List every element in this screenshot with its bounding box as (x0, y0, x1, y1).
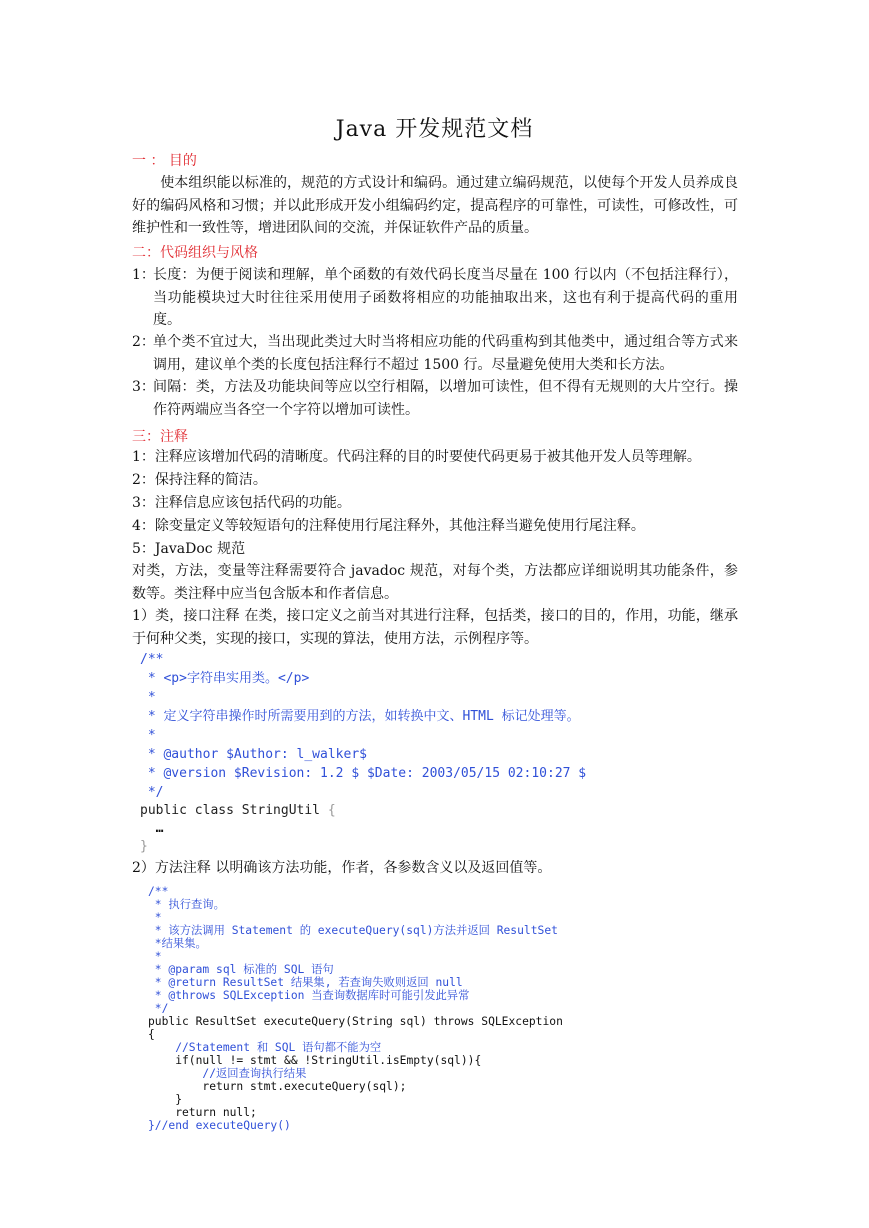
comment-rule-4: 4：除变量定义等较短语句的注释使用行尾注释外，其他注释当避免使用行尾注释。 (132, 518, 645, 534)
document-title: Java 开发规范文档 (335, 117, 534, 142)
item-text: 单个类不宜过大，当出现此类过大时当将相应功能的代码重构到其他类中，通过组合等方式来调用，建议单个类的长度包括注释行不超过 1500 行。尽量避免使用大类和长方法。 (153, 334, 738, 373)
section-heading-comments: 三：注释 (132, 429, 188, 445)
class-declaration: public class StringUtil (140, 803, 328, 818)
code-line: * <p>字符串实用类。</p> (140, 671, 310, 686)
code-line: /** (148, 885, 169, 898)
code-return-null: return null; (148, 1106, 257, 1119)
purpose-paragraph: 使本组织能以标准的，规范的方式设计和编码。通过建立编码规范，以使每个开发人员养成良好的编码风格和习惯；并以此形成开发小组编码约定，提高程序的可靠性，可读性，可修改性，可维护性和一致性等，增进团队间的交流，并保证软件产品的质量。 (132, 175, 738, 236)
code-comment: //Statement 和 SQL 语句都不能为空 (148, 1041, 382, 1054)
open-brace: { (327, 803, 336, 818)
comment-rule-3: 3：注释信息应该包括代码的功能。 (132, 495, 351, 511)
class-comment-paragraph: 1）类，接口注释 在类，接口定义之前当对其进行注释，包括类，接口的目的，作用，功能，继承于何种父类，实现的接口，实现的算法，使用方法，示例程序等。 (132, 608, 738, 647)
code-line: * 定义字符串操作时所需要用到的方法，如转换中文、HTML 标记处理等。 (140, 709, 580, 724)
code-line: * 该方法调用 Statement 的 executeQuery(sql)方法并返回 ResultSet (148, 924, 558, 937)
comment-rule-2: 2：保持注释的简洁。 (132, 472, 267, 488)
section-heading-purpose: 一 ： 目的 (132, 153, 197, 169)
item-number: 3： (132, 379, 155, 395)
code-close-if: } (148, 1093, 183, 1106)
code-line (140, 802, 336, 821)
comment-rule-1: 1：注释应该增加代码的清晰度。代码注释的目的时要使代码更易于被其他开发人员等理解。 (132, 449, 701, 465)
item-text: 长度：为便于阅读和理解，单个函数的有效代码长度当尽量在 100 行以内（不包括注释行），当功能模块过大时往往采用使用子函数将相应的功能抽取出来，这也有利于提高代码的重用度。 (153, 267, 738, 328)
code-line: * @author $Author: l_walker$ (140, 747, 367, 762)
style-item-1 (132, 264, 738, 332)
code-if-statement: if(null != stmt && !StringUtil.isEmpty(sql)){ (148, 1054, 482, 1067)
javadoc-paragraph: 对类，方法，变量等注释需要符合 javadoc 规范，对每个类，方法都应详细说明其功能条件，参数等。类注释中应当包含版本和作者信息。 (132, 563, 738, 602)
code-line: * @version $Revision: 1.2 $ $Date: 2003/05/15 02:10:27 $ (140, 766, 587, 781)
code-line: */ (148, 1002, 169, 1015)
code-comment: //返回查询执行结果 (148, 1067, 307, 1080)
code-line: *结果集。 (148, 937, 207, 950)
close-brace: } (140, 839, 148, 854)
item-text: 间隔：类，方法及功能块间等应以空行相隔，以增加可读性，但不得有无规则的大片空行。操作符两端应当各空一个字符以增加可读性。 (153, 379, 738, 418)
method-signature: public ResultSet executeQuery(String sql) throws SQLException (148, 1015, 563, 1028)
comment-rule-5: 5：JavaDoc 规范 (132, 541, 246, 557)
style-item-2 (132, 331, 738, 376)
code-ellipsis: … (140, 821, 164, 836)
code-end-method: }//end executeQuery() (148, 1119, 291, 1132)
code-line: /** (140, 652, 164, 667)
code-line: * @param sql 标准的 SQL 语句 (148, 963, 334, 976)
method-open-brace: { (148, 1028, 155, 1041)
code-line: * (148, 911, 162, 924)
item-number: 2： (132, 334, 155, 350)
item-number: 1： (132, 267, 155, 283)
code-line: */ (140, 785, 164, 800)
code-line: * @return ResultSet 结果集, 若查询失败则返回 null (148, 976, 463, 989)
style-item-3 (132, 376, 738, 421)
code-line: * @throws SQLException 当查询数据库时可能引发此异常 (148, 989, 470, 1002)
code-line: * (148, 950, 162, 963)
code-line: * 执行查询。 (148, 898, 225, 911)
section-heading-code-style: 二：代码组织与风格 (132, 245, 258, 261)
code-line: * (140, 728, 156, 743)
code-line: * (140, 690, 156, 705)
code-return-query: return stmt.executeQuery(sql); (148, 1080, 407, 1093)
method-comment-paragraph: 2）方法注释 以明确该方法功能，作者，各参数含义以及返回值等。 (132, 860, 552, 876)
